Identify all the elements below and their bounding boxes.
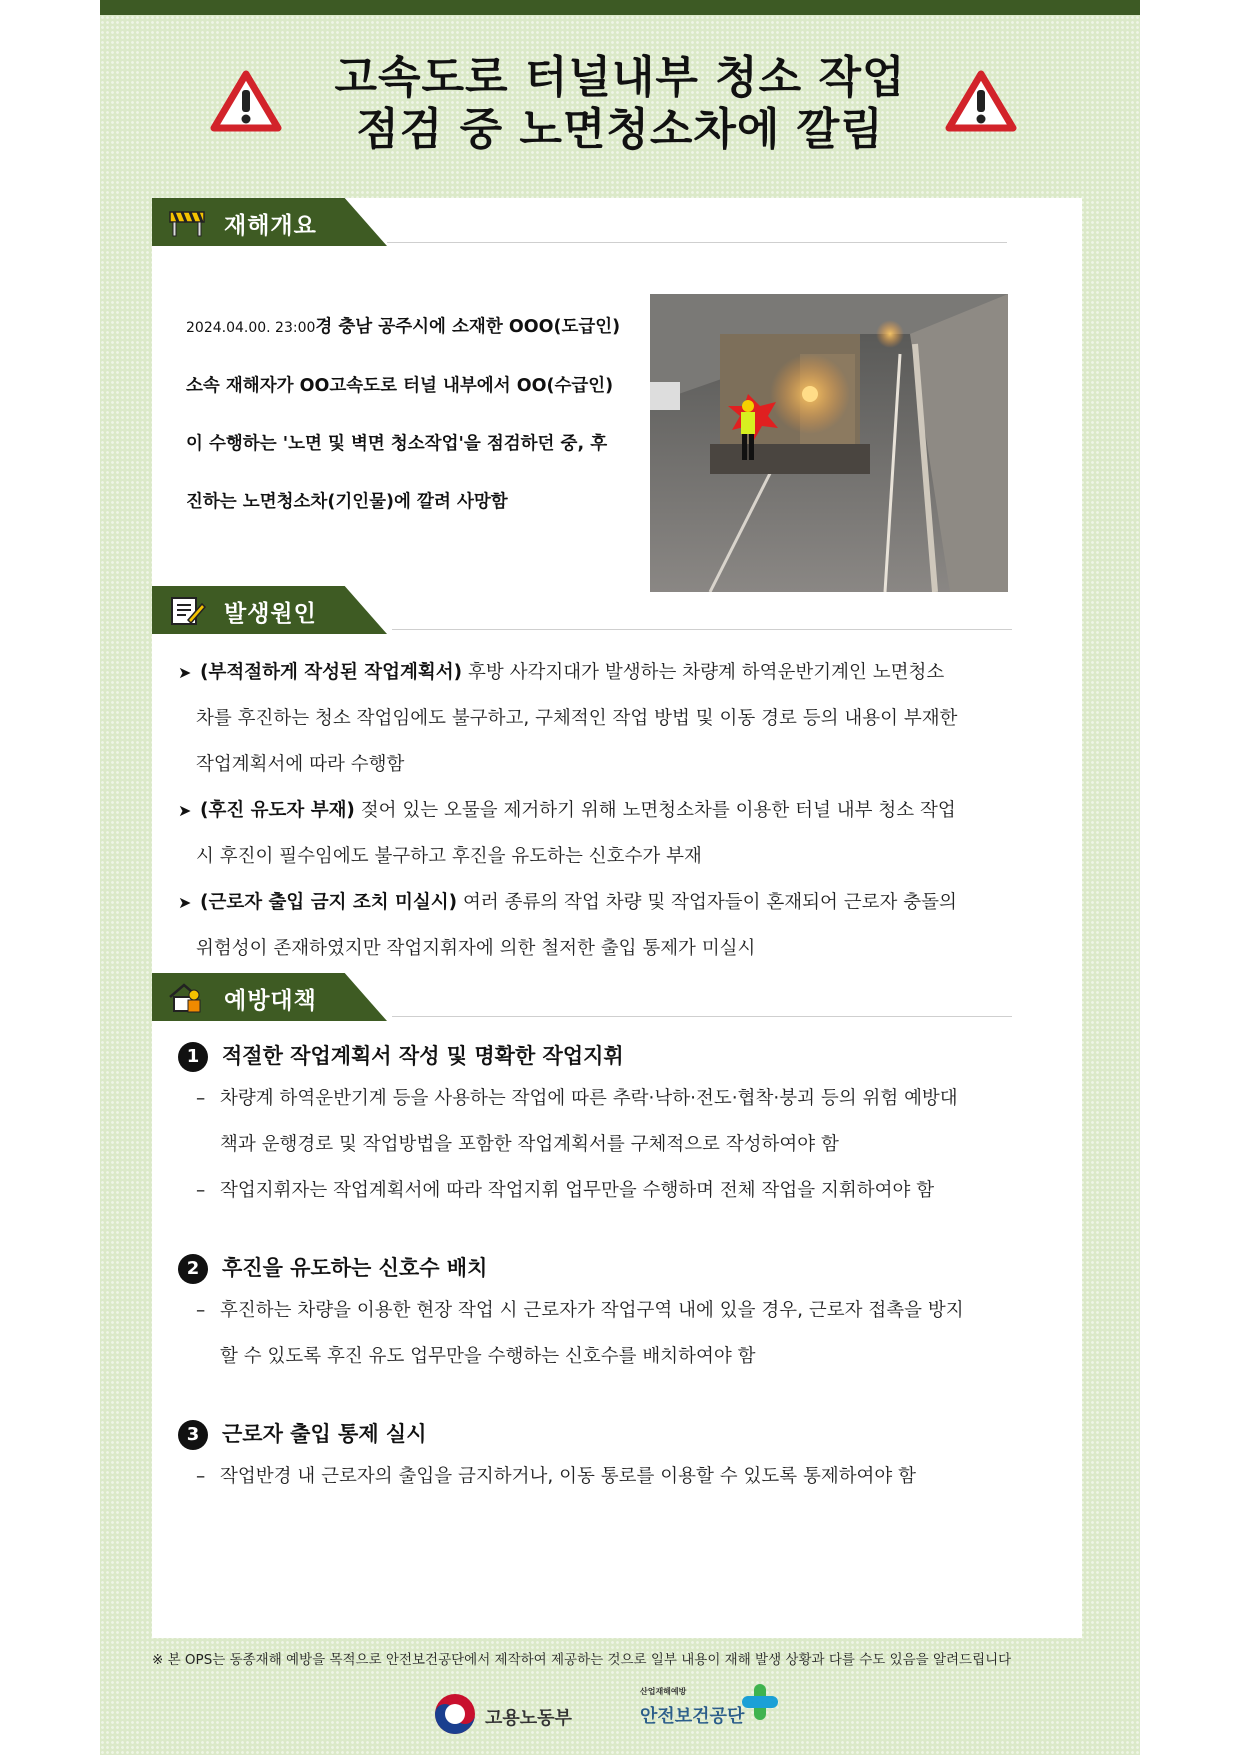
incident-date: 2024.04.00. 23:00	[186, 320, 316, 336]
cause-item: ➤ (후진 유도자 부재) 젖어 있는 오물을 제거하기 위해 노면청소차를 이용한 터널 내부 청소 작업 시 후진이 필수임에도 불구하고 후진을 유도하는 신호수가 부재	[180, 788, 1040, 880]
section-header-overview	[152, 198, 387, 246]
section-header-prevention	[152, 973, 387, 1021]
prevention-list	[178, 1036, 1058, 1500]
prevention-title: 근로자 출입 통제 실시	[222, 1422, 427, 1446]
section-title: 재해개요	[224, 213, 317, 239]
number-badge: 3	[178, 1420, 208, 1450]
divider	[387, 242, 1007, 243]
cross-symbol-icon	[740, 1682, 780, 1722]
prevention-item: – 작업반경 내 근로자의 출입을 금지하거나, 이동 통로를 이용할 수 있도록 통제하여야 함	[196, 1466, 917, 1487]
prevention-item: – 차량계 하역운반기계 등을 사용하는 작업에 따른 추락·낙하·전도·협착·붕괴 등의 위험 예방대 책과 운행경로 및 작업방법을 포함한 작업계획서를 구체적으로 작성하여야 함	[196, 1088, 958, 1155]
title-line-2: 점검 중 노면청소차에 깔림	[356, 104, 884, 155]
page-title	[270, 52, 970, 156]
prevention-title: 후진을 유도하는 신호수 배치	[222, 1256, 488, 1280]
divider	[392, 629, 1012, 630]
document-edit-icon	[168, 594, 206, 626]
top-bar	[100, 0, 1140, 15]
overview-text: 2024.04.00. 23:00경 충남 공주시에 소재한 OOO(도급인) 소속 재해자가 OO고속도로 터널 내부에서 OO(수급인) 이 수행하는 '노면 및 벽면 청소작업'을 점검하던 중, 후 진하는 노면청소차(기인물)에 깔려 사망함	[186, 317, 621, 512]
footnote: ※ 본 OPS는 동종재해 예방을 목적으로 안전보건공단에서 제작하여 제공하는 것으로 일부 내용이 재해 발생 상황과 다를 수도 있음을 알려드립니다	[152, 1652, 1012, 1668]
arrow-icon: ➤	[178, 801, 192, 820]
prevention-item: – 작업지휘자는 작업계획서에 따라 작업지휘 업무만을 수행하며 전체 작업을 지휘하여야 함	[196, 1180, 935, 1201]
agency-logo: 산업재해예방 안전보건공단	[640, 1682, 780, 1738]
cause-item: ➤ (근로자 출입 금지 조치 미실시) 여러 종류의 작업 차량 및 작업자들이 혼재되어 근로자 충돌의 위험성이 존재하였지만 작업지휘자에 의한 철저한 출입 통제가 미실시	[180, 880, 1040, 972]
prevention-block	[178, 1248, 1058, 1380]
section-title: 예방대책	[224, 988, 317, 1014]
ministry-logo: 고용노동부	[433, 1690, 633, 1740]
arrow-icon: ➤	[178, 893, 192, 912]
cause-item: ➤ (부적절하게 작성된 작업계획서) 후방 사각지대가 발생하는 차량계 하역운반기계인 노면청소 차를 후진하는 청소 작업임에도 불구하고, 구체적인 작업 방법 및 이동 경로 등의 내용이 부재한 작업계획서에 따라 수행함	[180, 650, 1040, 788]
incident-photo	[650, 294, 1008, 592]
number-badge: 1	[178, 1042, 208, 1072]
prevention-item: – 후진하는 차량을 이용한 현장 작업 시 근로자가 작업구역 내에 있을 경우, 근로자 접촉을 방지 할 수 있도록 후진 유도 업무만을 수행하는 신호수를 배치하여야 함	[196, 1300, 964, 1367]
prevention-title: 적절한 작업계획서 작성 및 명확한 작업지휘	[222, 1044, 624, 1068]
poster	[100, 0, 1140, 1755]
taegeuk-icon	[433, 1692, 477, 1736]
arrow-icon: ➤	[178, 663, 192, 682]
section-title: 발생원인	[224, 601, 317, 627]
prevention-block	[178, 1036, 1058, 1214]
title-line-1: 고속도로 터널내부 청소 작업	[334, 52, 906, 103]
prevention-block	[178, 1414, 1058, 1500]
cause-list	[180, 650, 1040, 972]
section-header-cause	[152, 586, 387, 634]
barricade-icon	[168, 206, 206, 238]
content-card	[152, 198, 1082, 1638]
worker-house-icon	[168, 981, 206, 1013]
number-badge: 2	[178, 1254, 208, 1284]
divider	[392, 1016, 1012, 1017]
